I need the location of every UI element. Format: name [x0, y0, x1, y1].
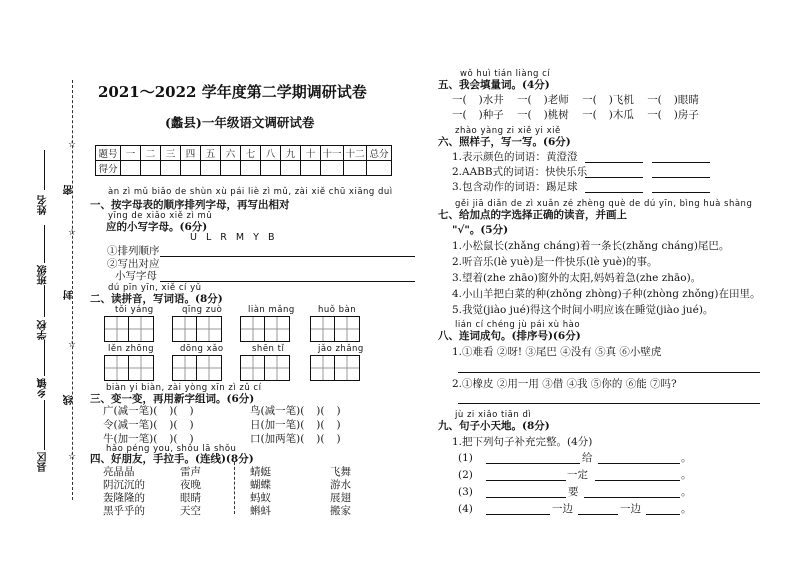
- q7-pinyin: gěi jiā diǎn de zì xuǎn zé zhèng què de dú yīn, bìng huà shàng: [455, 199, 753, 209]
- writing-grid[interactable]: [240, 355, 290, 381]
- q4-item[interactable]: 夜晚: [180, 479, 201, 491]
- class-label: 班级: [38, 265, 49, 285]
- name-field[interactable]: [44, 150, 45, 190]
- q2-pinyin: dú pīn yīn, xiě cí yǔ: [108, 283, 202, 293]
- score-cell: 三: [161, 146, 181, 161]
- township-field[interactable]: [44, 340, 45, 376]
- q7-item[interactable]: 4.小山羊把白菜的种(zhǒng zhòng)子种(zhòng zhǒng)在田里。: [452, 288, 761, 300]
- q9-answer-line[interactable]: [646, 514, 680, 515]
- q6-answer-line[interactable]: [652, 192, 710, 193]
- q8-pinyin: lián cí chéng jù pái xù hào: [455, 320, 581, 330]
- q9-answer-line[interactable]: [486, 514, 550, 515]
- district-label: 县区: [38, 452, 49, 472]
- star-icon: ☆: [68, 452, 77, 462]
- q6-answer-line[interactable]: [585, 177, 643, 178]
- q8-row: 2.①橡皮 ②用一用 ③借 ④我 ⑤你的 ⑥能 ⑦吗?: [452, 378, 677, 390]
- q6-answer-line[interactable]: [585, 162, 643, 163]
- score-cell: 四: [181, 146, 201, 161]
- q9-pinyin: jù zi xiǎo tiān dì: [455, 410, 532, 420]
- score-input[interactable]: [161, 161, 181, 176]
- q4-divider: [234, 462, 235, 514]
- score-input[interactable]: [181, 161, 201, 176]
- score-cell: 总分: [367, 146, 392, 161]
- score-cell: 十一: [321, 146, 344, 161]
- q3-title: 三、变一变，再用新字组词。(6分): [90, 393, 255, 405]
- q9-line-word: 一边: [552, 503, 573, 515]
- q4-item[interactable]: 搬家: [330, 505, 351, 517]
- q7-item[interactable]: 2.听音乐(lè yuè)是一件快乐(lè yuè)的事。: [452, 256, 658, 268]
- q8-answer-line[interactable]: [458, 403, 760, 404]
- q4-item[interactable]: 展翅: [330, 492, 351, 504]
- q1-line2-label: ②写出对应: [107, 258, 160, 270]
- q4-item[interactable]: 蝌蚪: [250, 505, 271, 517]
- q9-line-num: (4): [458, 503, 473, 515]
- score-table: [95, 145, 392, 176]
- q9-line-num: (3): [458, 486, 473, 498]
- q4-item[interactable]: 亮晶晶: [103, 466, 135, 478]
- score-input[interactable]: [367, 161, 392, 176]
- score-input[interactable]: [201, 161, 221, 176]
- star-icon: ☆: [68, 340, 77, 350]
- writing-grid[interactable]: [104, 316, 154, 342]
- score-cell: 题号: [96, 146, 121, 161]
- q9-line-num: (1): [458, 452, 473, 464]
- q4-title: 四、好朋友，手拉手。(连线)(8分): [90, 453, 254, 465]
- q8-title: 八、连词成句。(排序号)(6分): [438, 330, 581, 342]
- q2-word-pinyin: tǒi yáng: [115, 305, 154, 315]
- q2-word-pinyin: qīng zuò: [182, 305, 223, 315]
- score-input[interactable]: [261, 161, 281, 176]
- q2-title: 二、读拼音，写词语。(8分): [90, 293, 223, 305]
- q7-title: 七、给加点的字选择正确的读音，并画上: [438, 209, 627, 221]
- seal-mark-xian: 线: [64, 395, 75, 405]
- q1-title: 一、按字母表的顺序排列字母，再写出相对: [90, 199, 290, 211]
- q9-period: 。: [681, 503, 692, 515]
- q9-answer-line[interactable]: [578, 514, 618, 515]
- q3-row-right: 日(加一笔)( )( ): [250, 419, 341, 431]
- q9-period: 。: [681, 452, 692, 464]
- q5-row: 一( )水井 一( )老师 一( )飞机 一( )眼睛: [452, 94, 699, 106]
- q4-item[interactable]: 蝴蝶: [250, 479, 271, 491]
- q6-pinyin: zhào yàng zi xiě yi xiě: [455, 126, 561, 136]
- q1-letters: U L R M Y B: [190, 232, 275, 243]
- q4-item[interactable]: 游水: [330, 479, 351, 491]
- score-cell: 六: [221, 146, 241, 161]
- score-cell: 八: [261, 146, 281, 161]
- q2-word-pinyin: dōng xǎo: [180, 344, 224, 354]
- district-field[interactable]: [44, 400, 45, 450]
- school-field[interactable]: [44, 285, 45, 317]
- q9-answer-line[interactable]: [486, 497, 566, 498]
- writing-grid[interactable]: [172, 316, 222, 342]
- q3-row-left: 令(减一笔)( )( ): [103, 419, 194, 431]
- q9-answer-line[interactable]: [486, 463, 580, 464]
- seal-mark-feng: 封: [64, 290, 75, 300]
- q6-title: 六、照样子，写一写。(6分): [438, 136, 571, 148]
- q6-answer-line[interactable]: [652, 162, 710, 163]
- q3-row-left: 广(减一笔)( )( ): [103, 405, 194, 417]
- q9-answer-line[interactable]: [598, 463, 680, 464]
- seal-mark-mi: 密: [64, 185, 75, 195]
- q7-item[interactable]: 1.小松鼠长(zhǎng cháng)着一条长(zhǎng cháng)尾巴。: [452, 240, 730, 252]
- q4-pinyin: hǎo péng you, shǒu lā shǒu: [106, 444, 237, 454]
- q9-line-word: 要: [568, 486, 579, 498]
- score-cell: 七: [241, 146, 261, 161]
- q9-answer-line[interactable]: [486, 480, 566, 481]
- score-input[interactable]: [141, 161, 161, 176]
- q9-answer-line[interactable]: [584, 497, 680, 498]
- q7-title2: "√"。(5分): [452, 224, 509, 236]
- q3-row-left: 牛(加一笔)( )( ): [103, 433, 194, 445]
- q4-item[interactable]: 黑乎乎的: [103, 505, 145, 517]
- q2-word-pinyin: jǎo zhǎng: [318, 344, 364, 354]
- township-label: 乡镇: [38, 378, 49, 398]
- q3-row-right: 口(加两笔)( )( ): [250, 433, 341, 445]
- score-cell: 得分: [96, 161, 121, 176]
- q1-line3-label: 小写字母: [115, 270, 157, 282]
- score-input[interactable]: [221, 161, 241, 176]
- q9-line-num: (2): [458, 469, 473, 481]
- q4-item[interactable]: 蚂蚁: [250, 492, 271, 504]
- score-table-header-row: [96, 146, 392, 161]
- q6-answer-line[interactable]: [652, 177, 710, 178]
- score-input[interactable]: [301, 161, 321, 176]
- score-table-score-row: [96, 161, 392, 176]
- writing-grid[interactable]: [104, 355, 154, 381]
- q4-item[interactable]: 飞舞: [330, 466, 351, 478]
- score-input[interactable]: [321, 161, 344, 176]
- writing-grid[interactable]: [310, 355, 360, 381]
- score-input[interactable]: [241, 161, 261, 176]
- q9-title: 九、句子小天地。(8分): [438, 420, 550, 432]
- score-cell: 二: [141, 146, 161, 161]
- q4-item[interactable]: 雷声: [180, 466, 201, 478]
- q2-word-pinyin: huǒ bàn: [318, 305, 357, 315]
- q5-row: 一( )种子 一( )桃树 一( )木瓜 一( )房子: [452, 109, 699, 121]
- q1-pinyin2: yīng de xiǎo xiě zì mǔ: [108, 211, 213, 221]
- q6-item: 1.表示颜色的词语：黄澄澄: [452, 151, 578, 163]
- q1-answer-line[interactable]: [160, 256, 415, 257]
- q1-line1-label: ①排列顺序: [107, 245, 160, 257]
- q1-answer-line[interactable]: [160, 281, 415, 282]
- q2-word-pinyin: liàn mǎng: [248, 305, 295, 315]
- school-label: 学校: [38, 320, 49, 340]
- star-icon: ☆: [68, 140, 77, 150]
- class-field[interactable]: [44, 225, 45, 263]
- q5-title: 五、我会填量词。(4分): [438, 79, 550, 91]
- q7-item[interactable]: 3.望着(zhe zhāo)窗外的太阳,妈妈着急(zhe zhāo)。: [452, 272, 702, 284]
- score-cell: 一: [121, 146, 141, 161]
- q6-item: 3.包含动作的词语：踢足球: [452, 181, 578, 193]
- q3-pinyin: biàn yi biàn, zài yòng xīn zì zǔ cí: [106, 383, 262, 393]
- score-input[interactable]: [121, 161, 141, 176]
- q4-item[interactable]: 阴沉沉的: [103, 479, 145, 491]
- q9-answer-line[interactable]: [595, 480, 680, 481]
- score-input[interactable]: [344, 161, 367, 176]
- q4-item[interactable]: 蜻蜓: [250, 466, 271, 478]
- q9-period: 。: [681, 486, 692, 498]
- q1-title2: 应的小写字母。(6分): [106, 221, 208, 233]
- score-cell: 十二: [344, 146, 367, 161]
- q8-row: 1.①难看 ②呀! ③尾巴 ④没有 ⑤真 ⑥小壁虎: [452, 346, 662, 358]
- name-label: 姓名: [38, 195, 49, 215]
- q2-word-pinyin: shēn tǐ: [252, 344, 285, 354]
- page-subtitle: (蠡县)一年级语文调研试卷: [165, 115, 315, 130]
- score-input[interactable]: [281, 161, 301, 176]
- q8-answer-line[interactable]: [458, 372, 760, 373]
- score-cell: 九: [281, 146, 301, 161]
- q4-item[interactable]: 天空: [180, 505, 201, 517]
- q9-sub: 1.把下列句子补充完整。(4分): [452, 436, 593, 448]
- q3-row-right: 鸟(减一笔)( )( ): [250, 405, 341, 417]
- writing-grid[interactable]: [240, 316, 290, 342]
- writing-grid[interactable]: [172, 355, 222, 381]
- q5-pinyin: wǒ huì tián liàng cí: [460, 69, 551, 79]
- page-title: 2021～2022 学年度第二学期调研试卷: [98, 83, 367, 101]
- score-cell: 十: [301, 146, 321, 161]
- q6-answer-line[interactable]: [585, 192, 643, 193]
- q7-item[interactable]: 5.我觉(jiào jué)得这个时间小明应该在睡觉(jiào jué)。: [452, 304, 714, 316]
- q4-item[interactable]: 眼睛: [180, 492, 201, 504]
- q9-line-word: 一边: [620, 503, 641, 515]
- q6-item: 2.AABB式的词语：快快乐乐: [452, 166, 588, 178]
- star-icon: ☆: [68, 228, 77, 238]
- q9-line-word: 给: [582, 452, 593, 464]
- q1-pinyin: àn zì mǔ biǎo de shùn xù pái liè zì mǔ, zài xiě chū xiāng duì: [108, 187, 393, 197]
- score-cell: 五: [201, 146, 221, 161]
- q9-period: 。: [681, 469, 692, 481]
- q9-line-word: 一定: [567, 469, 588, 481]
- q4-item[interactable]: 轰隆隆的: [103, 492, 145, 504]
- q2-word-pinyin: lěn zhōng: [108, 344, 155, 354]
- writing-grid[interactable]: [310, 316, 360, 342]
